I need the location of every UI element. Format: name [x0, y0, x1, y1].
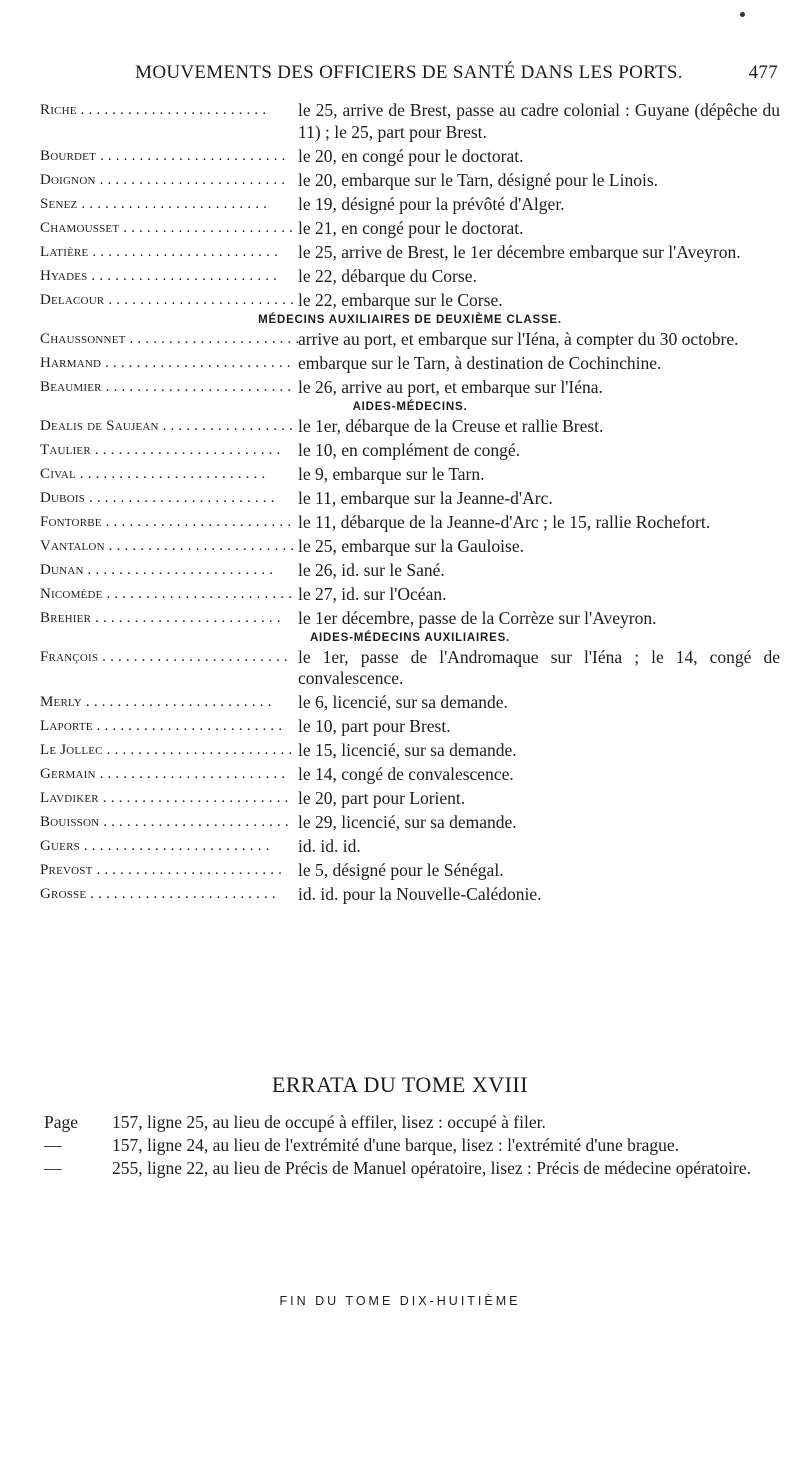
- officer-name: Vantalon . . .: [40, 536, 298, 558]
- officer-name: Delacour . . .: [40, 290, 298, 312]
- errata-correction: 157, ligne 24, au lieu de l'extrémité d'une barque, lisez : l'extrémité d'une brague.: [112, 1135, 680, 1155]
- officer-name: Fontorbe . . .: [40, 512, 298, 534]
- movement-description: le 20, embarque sur le Tarn, désigné pour le Linois.: [298, 169, 659, 190]
- officer-name: Harmand . . .: [40, 353, 298, 375]
- movement-entry: [40, 764, 780, 786]
- movement-description: le 1er, débarque de la Creuse et rallie Brest.: [298, 415, 604, 436]
- page-header: [40, 62, 778, 84]
- officer-name: Grosse . . .: [40, 884, 298, 906]
- officer-name: Dunan . . .: [40, 560, 298, 582]
- section-heading: AIDES-MÉDECINS AUXILIAIRES.: [309, 631, 511, 644]
- movement-description: le 27, id. sur l'Océan.: [298, 583, 447, 604]
- movement-description: le 20, en congé pour le doctorat.: [298, 145, 524, 166]
- officer-name: Senez . . .: [40, 194, 298, 216]
- movement-entry: [40, 512, 780, 534]
- officer-name: Germain . . .: [40, 764, 298, 786]
- errata-page-prefix: —: [44, 1135, 62, 1155]
- officer-name: Cival . . .: [40, 464, 298, 486]
- officer-name: Chaussonnet . . .: [40, 329, 298, 351]
- officer-name: Le Jollec . . .: [40, 740, 298, 762]
- movement-description: le 11, débarque de la Jeanne-d'Arc ; le 15, rallie Rochefort.: [298, 511, 711, 532]
- movement-description: le 14, congé de convalescence.: [298, 764, 514, 784]
- running-title: MOUVEMENTS DES OFFICIERS DE SANTÉ DANS LES PORTS.: [135, 62, 683, 83]
- page-number: 477: [748, 62, 778, 83]
- movement-description: le 25, arrive de Brest, passe au cadre colonial : Guyane (dépêche du 11) ; le 25, part pour Brest.: [298, 100, 780, 142]
- movement-entry: [40, 488, 780, 510]
- movement-description: id. id. pour la Nouvelle-Calédonie.: [298, 884, 542, 904]
- movement-description: le 22, embarque sur le Corse.: [298, 289, 503, 310]
- movement-entry: [40, 836, 780, 858]
- officer-name: Prevost . . .: [40, 860, 298, 882]
- officer-name: Beaumier . . .: [40, 377, 298, 399]
- movement-description: le 9, embarque sur le Tarn.: [298, 463, 485, 484]
- errata-correction: 157, ligne 25, au lieu de occupé à effiler, lisez : occupé à filer.: [112, 1112, 546, 1132]
- errata-item: [44, 1157, 770, 1179]
- movement-entry: [40, 536, 780, 558]
- movement-entry: [40, 170, 780, 192]
- officer-name: Latière . . .: [40, 242, 298, 264]
- movement-entry: [40, 440, 780, 462]
- movement-entry: [40, 100, 780, 143]
- movement-entry: [40, 860, 780, 882]
- movement-description: embarque sur le Tarn, à destination de Cochinchine.: [298, 352, 662, 373]
- movement-entry: [40, 692, 780, 714]
- section-heading: MÉDECINS AUXILIAIRES DE DEUXIÈME CLASSE.: [258, 313, 562, 326]
- movement-description: le 20, part pour Lorient.: [298, 788, 466, 808]
- movement-description: le 1er, passe de l'Andromaque sur l'Iéna ; le 14, congé de convalescence.: [298, 646, 780, 688]
- errata-list: [44, 1111, 770, 1180]
- movement-entry: [40, 812, 780, 834]
- movement-entry: [40, 716, 780, 738]
- officer-name: Laporte . . .: [40, 716, 298, 738]
- movement-description: le 11, embarque sur la Jeanne-d'Arc.: [298, 487, 553, 508]
- movement-entry: [40, 377, 780, 399]
- movement-description: le 5, désigné pour le Sénégal.: [298, 860, 504, 880]
- movements-list: [40, 100, 780, 908]
- movement-entry: [40, 290, 780, 312]
- movement-description: le 25, embarque sur la Gauloise.: [298, 535, 524, 556]
- movement-entry: [40, 353, 780, 375]
- movement-description: le 15, licencié, sur sa demande.: [298, 740, 517, 760]
- errata-item: [44, 1134, 770, 1156]
- movement-description: id. id. id.: [298, 836, 361, 856]
- section-heading: AIDES-MÉDECINS.: [352, 400, 468, 413]
- movement-description: le 22, débarque du Corse.: [298, 265, 477, 286]
- errata-page-prefix: —: [44, 1158, 62, 1178]
- movement-description: arrive au port, et embarque sur l'Iéna, à compter du 30 octobre.: [298, 328, 739, 349]
- errata-page-prefix: Page: [44, 1112, 79, 1132]
- officer-name: Nicomède . . .: [40, 584, 298, 606]
- movement-entry: [40, 218, 780, 240]
- movement-entry: [40, 608, 780, 630]
- movement-entry: [40, 884, 780, 906]
- officer-name: Taulier . . .: [40, 440, 298, 462]
- movement-description: le 21, en congé pour le doctorat.: [298, 217, 524, 238]
- movement-description: le 1er décembre, passe de la Corrèze sur l'Aveyron.: [298, 607, 657, 628]
- officer-name: Dubois . . .: [40, 488, 298, 510]
- movement-description: le 6, licencié, sur sa demande.: [298, 692, 508, 712]
- movement-description: le 29, licencié, sur sa demande.: [298, 812, 517, 832]
- errata-correction: 255, ligne 22, au lieu de Précis de Manuel opératoire, lisez : Précis de médecine opératoire.: [112, 1158, 752, 1178]
- officer-name: Bourdet . . .: [40, 146, 298, 168]
- end-of-volume: FIN DU TOME DIX-HUITIÈME: [279, 1294, 521, 1308]
- officer-name: François . . .: [40, 647, 298, 690]
- movement-description: le 26, id. sur le Sané.: [298, 559, 445, 580]
- officer-name: Hyades . . .: [40, 266, 298, 288]
- officer-name: Riche . . .: [40, 100, 298, 143]
- officer-name: Brehier . . .: [40, 608, 298, 630]
- errata-title: ERRATA DU TOME XVIII: [271, 1072, 529, 1097]
- movement-description: le 19, désigné pour la prévôté d'Alger.: [298, 193, 565, 214]
- movement-entry: [40, 464, 780, 486]
- officer-name: Dealis de Saujean . . .: [40, 416, 298, 438]
- movement-description: le 10, part pour Brest.: [298, 716, 451, 736]
- movement-entry: [40, 416, 780, 438]
- movement-description: le 26, arrive au port, et embarque sur l'Iéna.: [298, 376, 603, 397]
- movement-entry: [40, 194, 780, 216]
- movement-entry: [40, 788, 780, 810]
- officer-name: Doignon . . .: [40, 170, 298, 192]
- movement-description: le 25, arrive de Brest, le 1er décembre embarque sur l'Aveyron.: [298, 241, 741, 262]
- officer-name: Lavdiker . . .: [40, 788, 298, 810]
- movement-entry: [40, 647, 780, 690]
- officer-name: Merly . . .: [40, 692, 298, 714]
- movement-entry: [40, 584, 780, 606]
- officer-name: Chamousset . . .: [40, 218, 298, 240]
- officer-name: Bouisson . . .: [40, 812, 298, 834]
- movement-entry: [40, 242, 780, 264]
- movement-description: le 10, en complément de congé.: [298, 439, 521, 460]
- movement-entry: [40, 146, 780, 168]
- movement-entry: [40, 329, 780, 351]
- errata-item: [44, 1111, 770, 1133]
- movement-entry: [40, 740, 780, 762]
- movement-entry: [40, 560, 780, 582]
- ink-speck: [740, 12, 745, 17]
- movement-entry: [40, 266, 780, 288]
- officer-name: Guers . . .: [40, 836, 298, 858]
